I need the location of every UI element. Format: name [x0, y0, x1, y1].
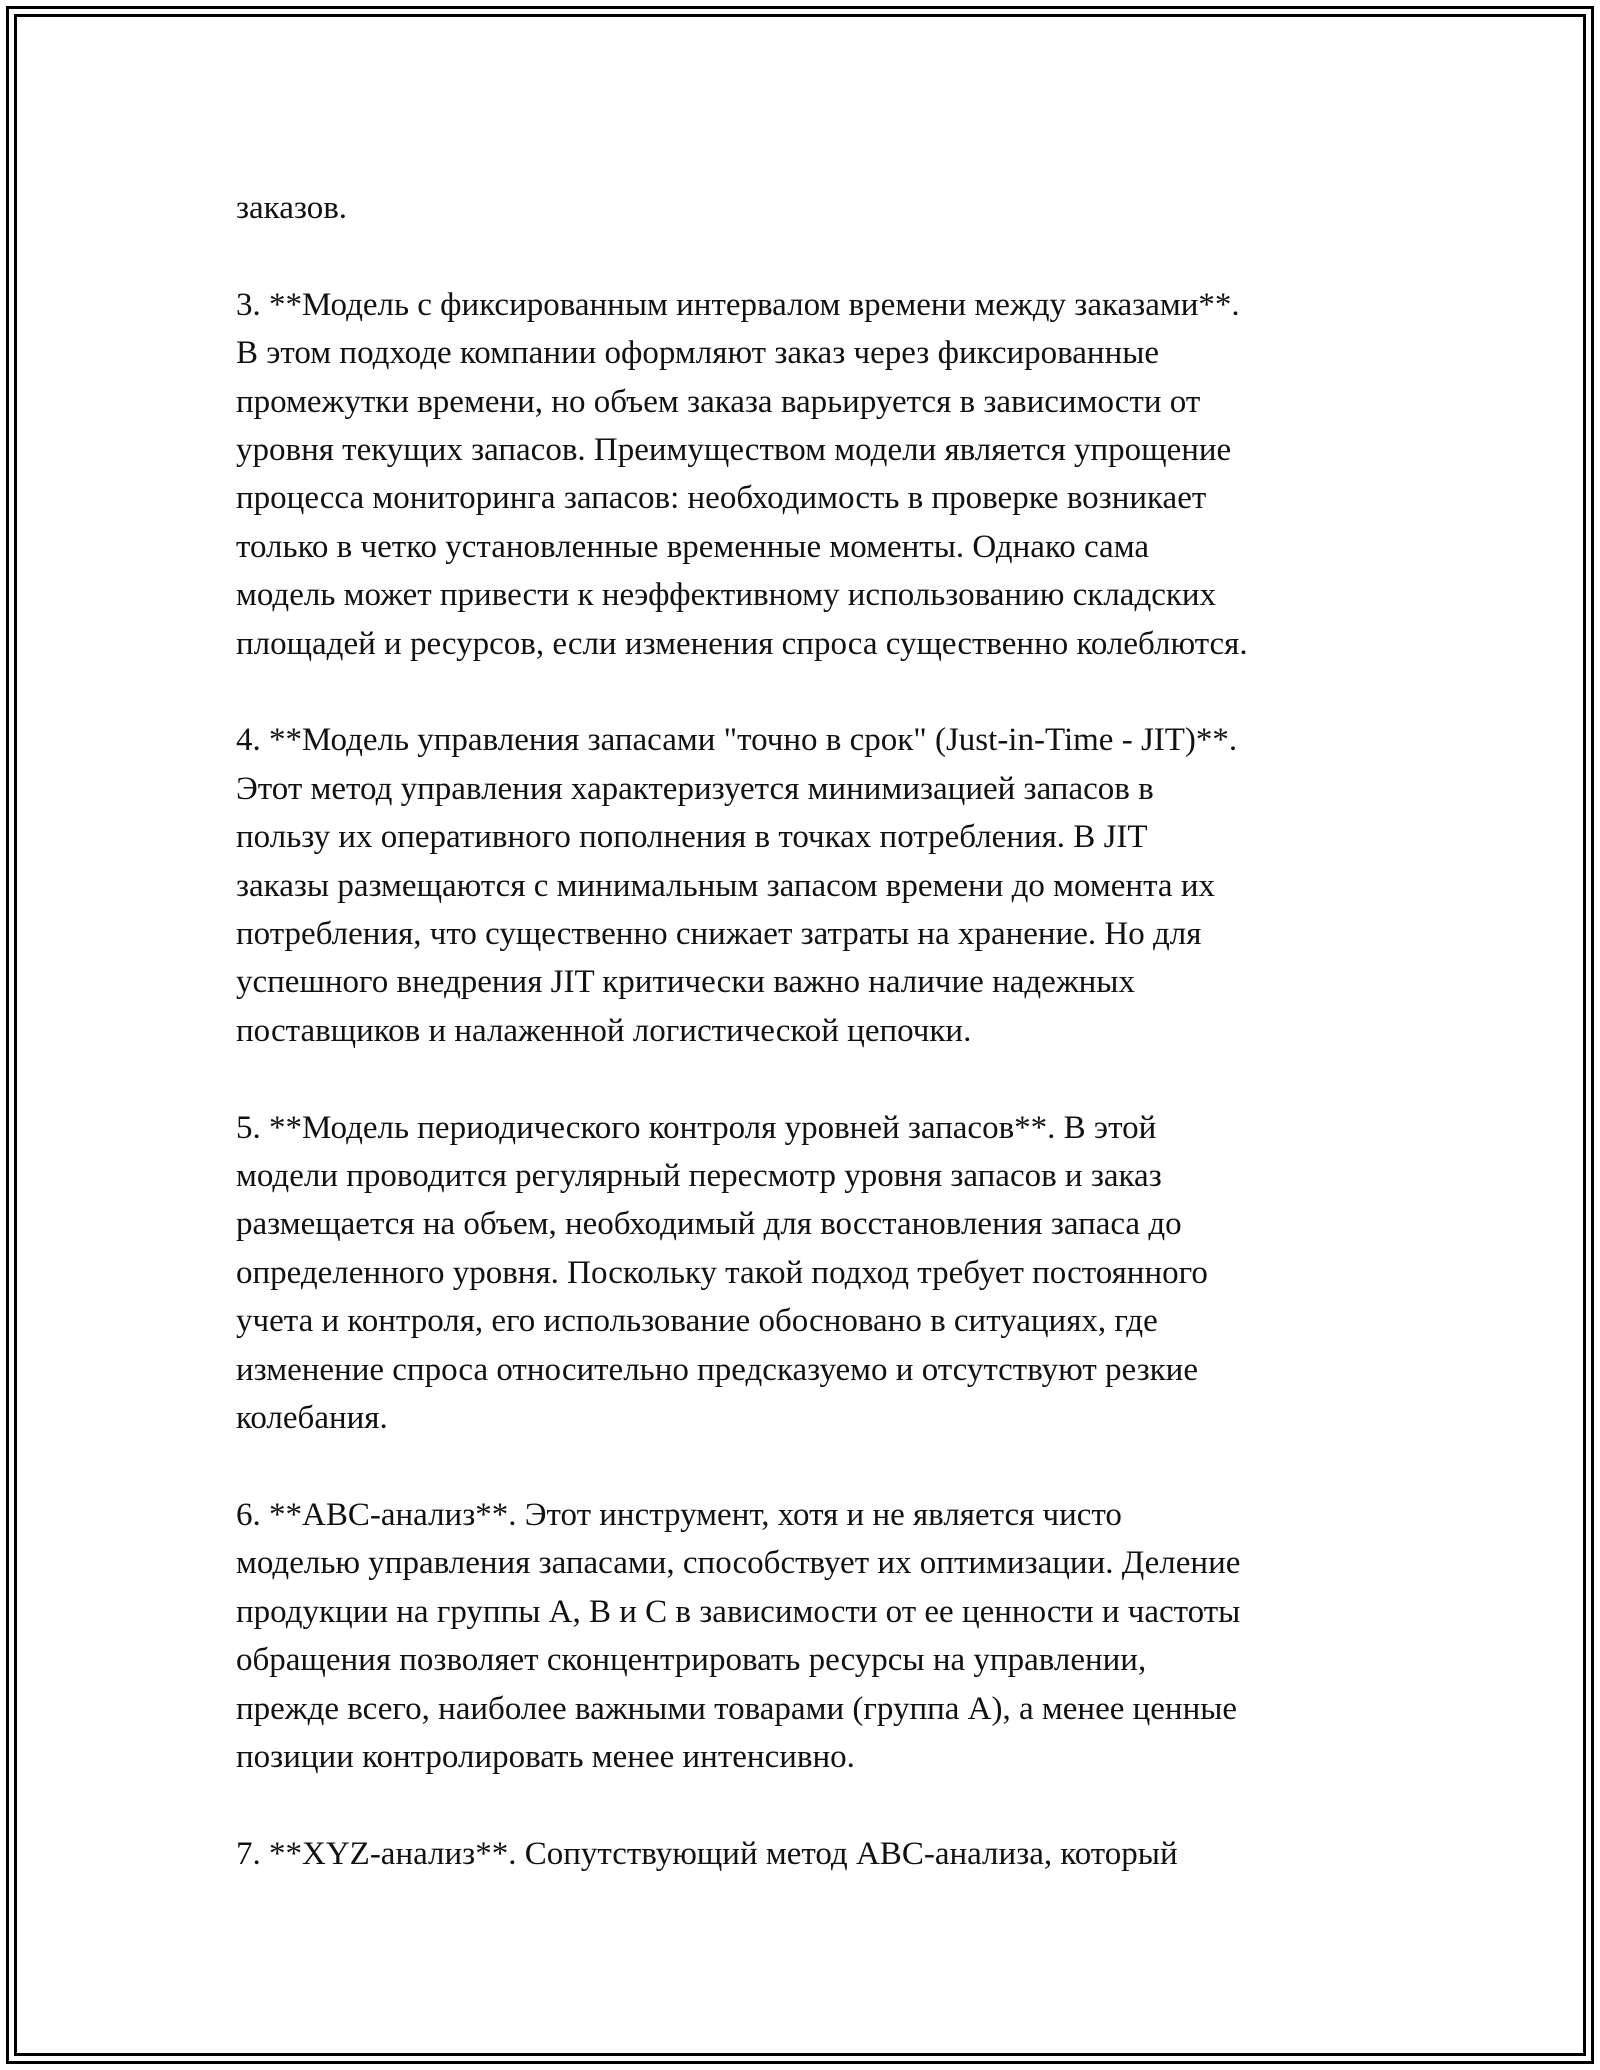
paragraph-fixed-interval-model: 3. **Модель с фиксированным интервалом времени между заказами**. В этом подходе компании оформляют заказ через фиксированные промежутки времени, но объем заказа варьируется в зависимости от уровня текущих запасов. Преимуществом модели является упрощение процесса мониторинга запасов: необходимость в проверке возникает только в четко установленные временные моменты. Однако сама модель может привести к неэффективному использованию складских площадей и ресурсов, если изменения спроса существенно колеблются. — [236, 286, 1248, 662]
document-body — [236, 184, 1416, 1878]
paragraph-jit-model: 4. **Модель управления запасами "точно в срок" (Just-in-Time - JIT)**. Этот метод управления характеризуется минимизацией запасов в пользу их оперативного пополнения в точках потребления. В JIT заказы размещаются с минимальным запасом времени до момента их потребления, что существенно снижает затраты на хранение. Но для успешного внедрения JIT критически важно наличие надежных поставщиков и налаженной логистической цепочки. — [236, 722, 1238, 1049]
paragraph-periodic-control-model: 5. **Модель периодического контроля уровней запасов**. В этой модели проводится регулярный пересмотр уровня запасов и заказ размещается на объем, необходимый для восстановления запаса до определенного уровня. Поскольку такой подход требует постоянного учета и контроля, его использование обосновано в ситуациях, где изменение спроса относительно предсказуемо и отсутствуют резкие колебания. — [236, 1109, 1208, 1437]
paragraph-abc-analysis: 6. **ABC-анализ**. Этот инструмент, хотя и не является чисто моделью управления запасами, способствует их оптимизации. Деление продукции на группы A, B и C в зависимости от ее ценности и частоты обращения позволяет сконцентрировать ресурсы на управлении, прежде всего, наиболее важными товарами (группа A), а менее ценные позиции контролировать менее интенсивно. — [236, 1496, 1241, 1775]
paragraph-xyz-analysis: 7. **XYZ-анализ**. Сопутствующий метод ABC-анализа, который — [236, 1835, 1178, 1872]
paragraph-continuation: заказов. — [236, 190, 348, 226]
